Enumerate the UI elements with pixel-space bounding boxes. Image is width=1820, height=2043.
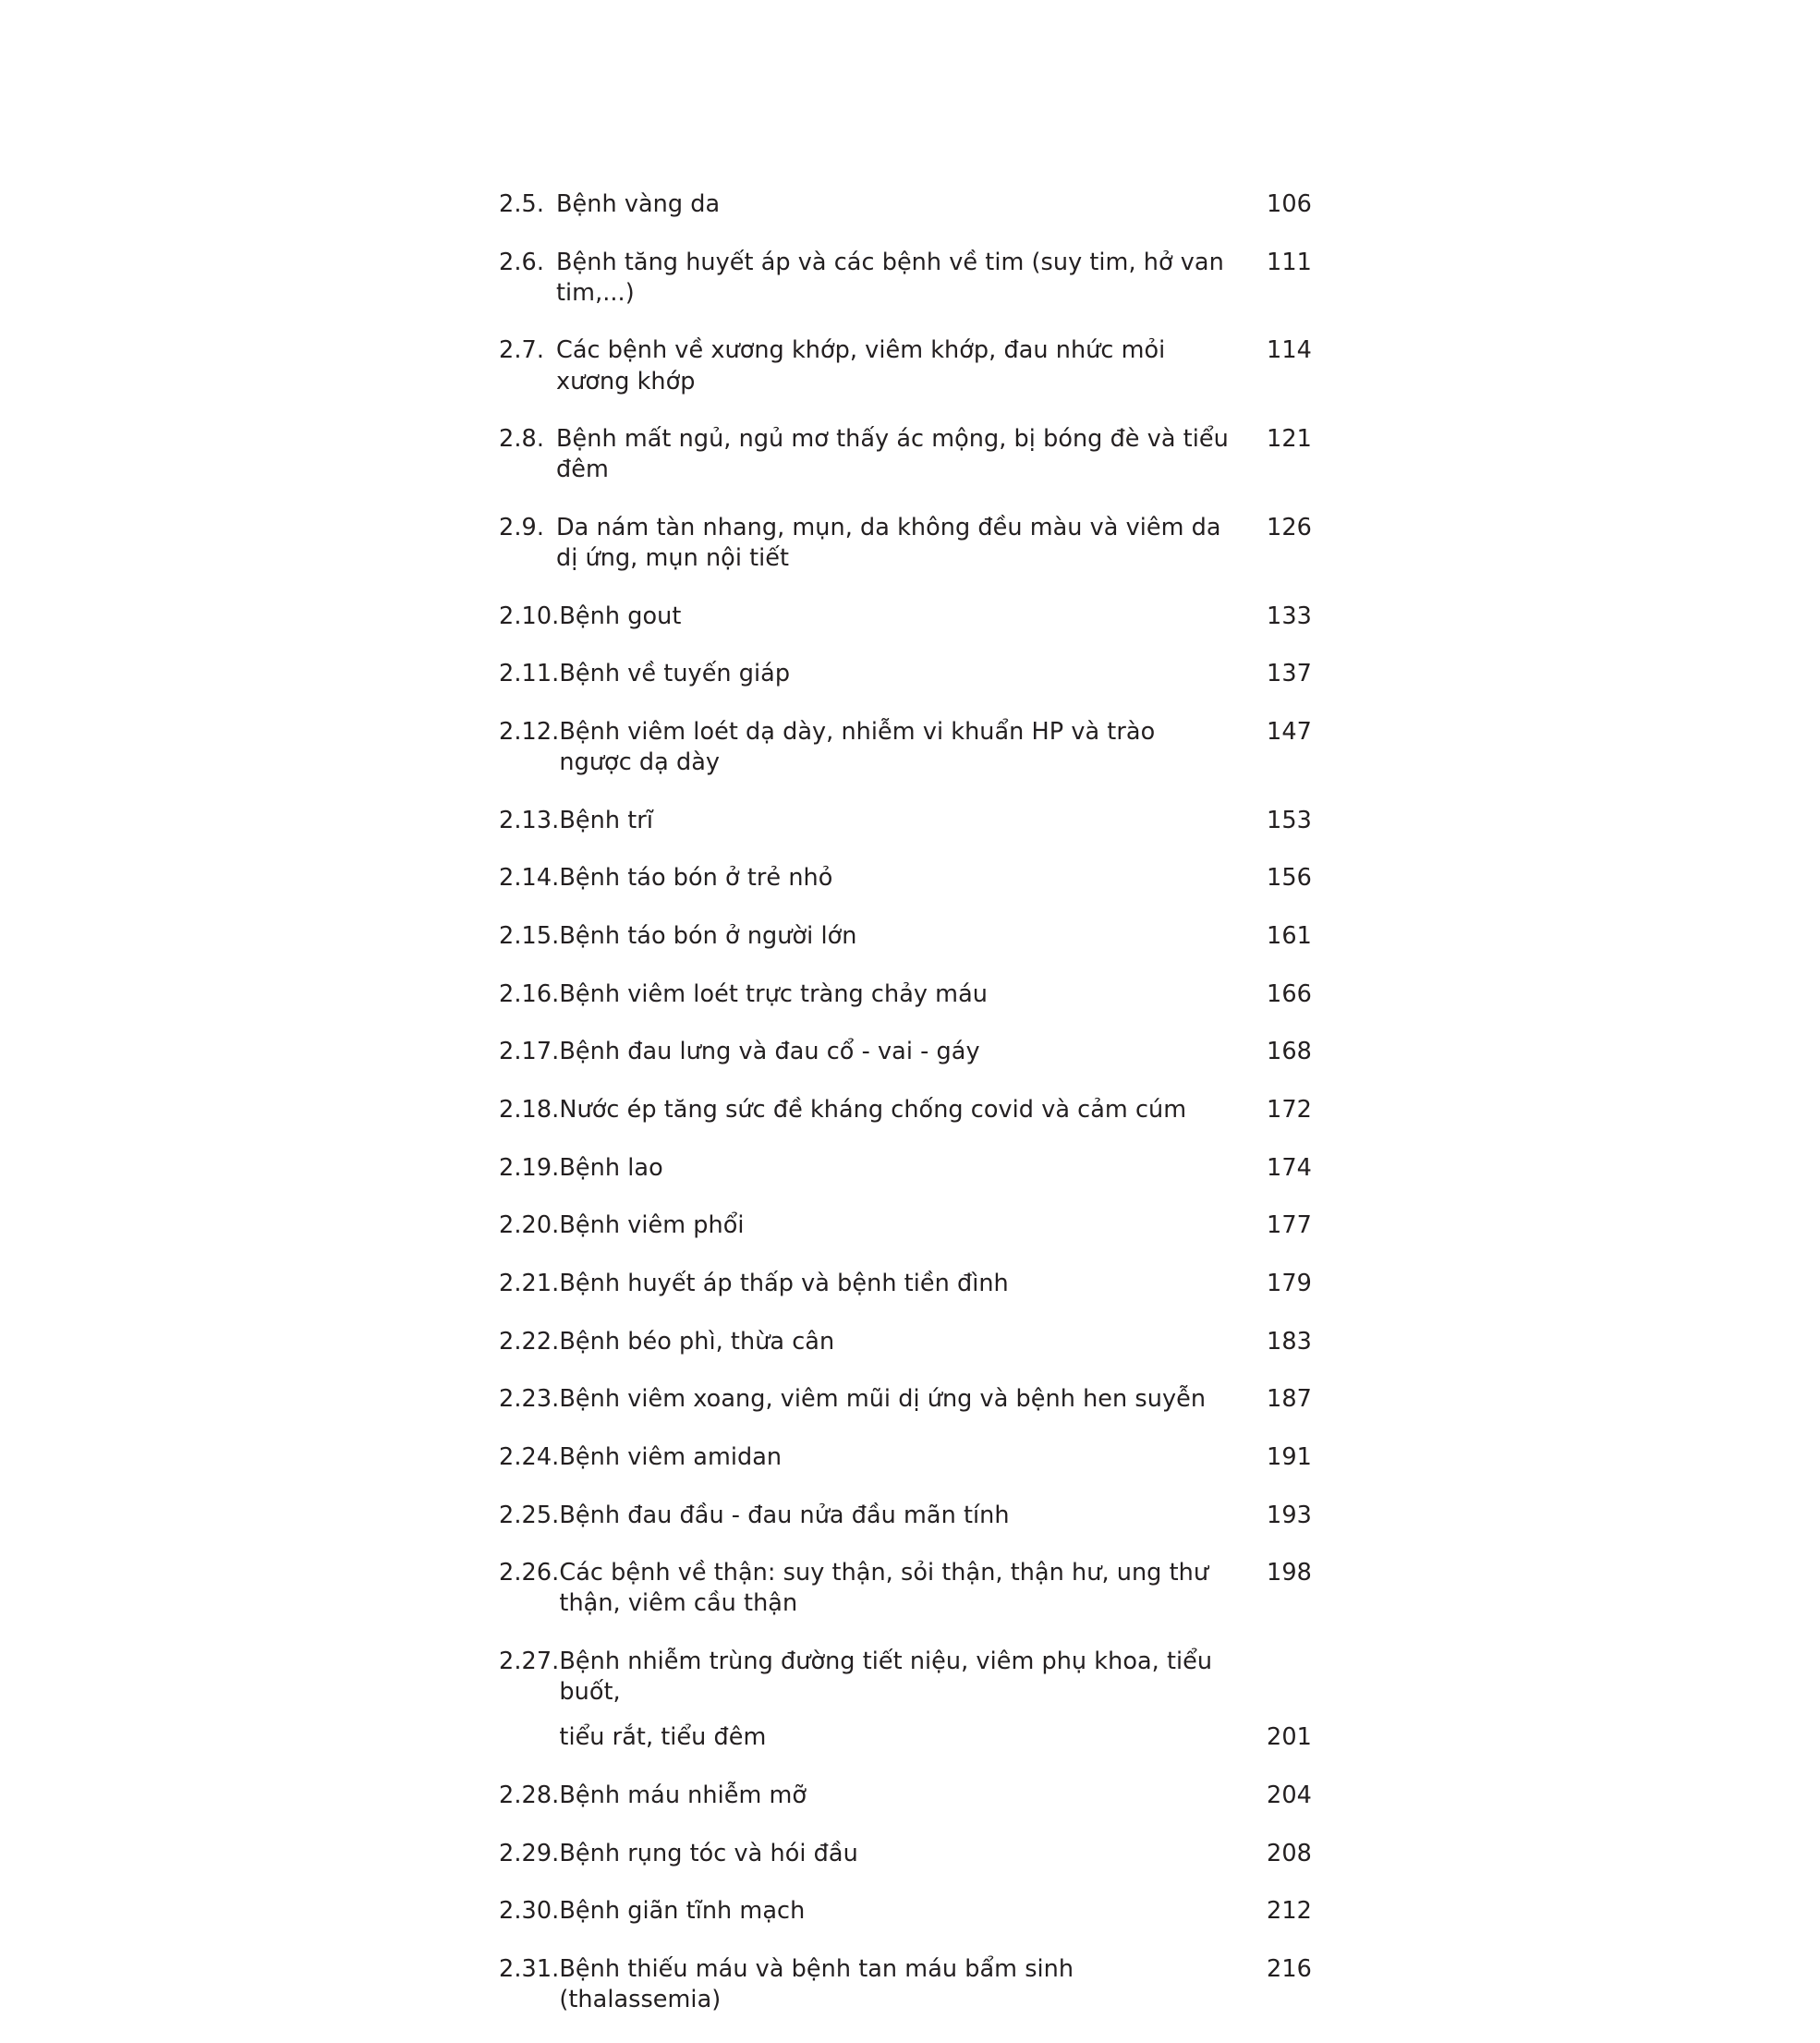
toc-entry[interactable] [499,1442,1312,1473]
toc-entry[interactable] [499,806,1312,836]
toc-entry[interactable] [499,1954,1312,2015]
toc-entry[interactable] [499,248,1312,309]
toc-entry-title [559,921,1244,952]
toc-entry[interactable] [499,1501,1312,1531]
toc-entry-page-number: 137 [1267,660,1312,688]
toc-entry-title-line1: Bệnh đau đầu - đau nửa đầu mãn tính [559,1501,1010,1529]
toc-entry-title-line1: Bệnh táo bón ở trẻ nhỏ [559,864,833,893]
toc-entry-page-number: 153 [1267,806,1312,834]
toc-entry-page-number: 147 [1267,718,1312,747]
toc-entry-number: 2.25. [499,1501,560,1529]
toc-entry-number: 2.11. [499,660,560,688]
toc-entry-number: 2.18. [499,1096,560,1125]
toc-entry-title-line1: Các bệnh về thận: suy thận, sỏi thận, thận hư, ung thư thận, viêm cầu thận [559,1559,1209,1618]
toc-entry-page-number: 111 [1267,248,1312,276]
toc-entry-title [556,248,1244,309]
toc-entry-title-line1: Bệnh nhiễm trùng đường tiết niệu, viêm phụ khoa, tiểu buốt, [559,1647,1213,1707]
toc-entry-title [556,335,1244,396]
toc-entry-number: 2.16. [499,979,560,1008]
toc-entry-title-line1: Bệnh huyết áp thấp và bệnh tiền đình [559,1269,1009,1297]
toc-entry[interactable] [499,189,1312,220]
toc-entry-title-line1: Bệnh béo phì, thừa cân [559,1327,835,1356]
toc-entry[interactable] [499,1153,1312,1184]
toc-entry-title-line2: tiểu rắt, tiểu đêm [559,1723,767,1752]
toc-entry-title [559,1781,1244,1811]
toc-entry-page-number: 156 [1267,864,1312,893]
toc-entry[interactable] [499,513,1312,574]
toc-entry-page-number: 166 [1267,979,1312,1008]
toc-entry-page-number: 216 [1267,1954,1312,1983]
toc-entry-title-line1: Bệnh giãn tĩnh mạch [559,1897,806,1926]
toc-entry-title-line1: Nước ép tăng sức đề kháng chống covid và cảm cúm [559,1096,1187,1125]
toc-entry-page-number: 168 [1267,1038,1312,1066]
toc-entry-page-number: 174 [1267,1153,1312,1182]
toc-entry-number: 2.26. [499,1559,560,1587]
toc-entry-title [559,1558,1244,1619]
toc-entry-page-number: 179 [1267,1269,1312,1297]
toc-entry-page-number: 183 [1267,1327,1312,1356]
toc-entry-title [559,1896,1244,1927]
toc-entry-title [559,1095,1244,1125]
toc-entry-title-line1: Bệnh viêm amidan [559,1442,783,1471]
toc-entry-number: 2.27. [499,1647,560,1675]
toc-entry-page-number: 133 [1267,602,1312,630]
toc-entry[interactable] [499,1839,1312,1869]
toc-entry[interactable] [499,1384,1312,1415]
toc-entry-number: 2.20. [499,1211,560,1240]
toc-entry-title [559,1839,1244,1869]
toc-entry-number: 2.6. [499,248,545,276]
toc-entry[interactable] [499,1558,1312,1619]
toc-entry-title [559,1037,1244,1067]
toc-entry-title-line1: Bệnh tăng huyết áp và các bệnh về tim (suy tim, hở van tim,...) [556,248,1224,307]
toc-entry-title [559,659,1244,689]
toc-entry-page-number: 126 [1267,513,1312,541]
toc-entry-title [559,602,1244,632]
toc-entry-number: 2.17. [499,1038,560,1066]
toc-entry-number: 2.8. [499,425,545,454]
toc-entry-title [556,424,1244,485]
toc-entry[interactable] [499,979,1312,1010]
toc-entry-page-number: 198 [1267,1559,1312,1587]
toc-entry-number: 2.21. [499,1269,560,1297]
toc-entry-title-line1: Bệnh máu nhiễm mỡ [559,1781,807,1809]
toc-entry-title-line1: Bệnh viêm loét trực tràng chảy máu [559,979,988,1008]
toc-entry-number: 2.15. [499,922,560,951]
toc-entry-page-number: 106 [1267,190,1312,218]
toc-entry-title [559,1384,1244,1415]
toc-entry-title [559,1954,1244,2015]
toc-entry-title [556,513,1244,574]
toc-entry-page-number: 201 [1267,1723,1312,1752]
toc-entry-page-number: 204 [1267,1781,1312,1809]
toc-entry-title-line1: Bệnh vàng da [556,190,721,218]
toc-entry-page-number: 114 [1267,336,1312,365]
toc-entry[interactable] [499,1095,1312,1125]
toc-entry-title-line1: Các bệnh về xương khớp, viêm khớp, đau nhức mỏi xương khớp [556,336,1166,395]
toc-entry-page-number: 172 [1267,1096,1312,1125]
toc-entry-page-number: 177 [1267,1211,1312,1240]
toc-entry-number: 2.30. [499,1897,560,1926]
toc-entry[interactable] [499,602,1312,632]
toc-entry-number: 2.29. [499,1839,560,1867]
toc-entry-number: 2.14. [499,864,560,893]
toc-entry-title-line1: Bệnh lao [559,1153,663,1182]
toc-entry-page-number: 193 [1267,1501,1312,1529]
toc-entry-title-line1: Bệnh viêm loét dạ dày, nhiễm vi khuẩn HP và trào ngược dạ dày [559,718,1156,777]
toc-entry-title-line1: Bệnh rụng tóc và hói đầu [559,1839,858,1867]
toc-entry-title [559,1647,1244,1753]
toc-entry-title [559,1327,1244,1357]
toc-entry-title [559,979,1244,1010]
toc-entry-title [559,863,1244,894]
toc-entry[interactable] [499,1037,1312,1067]
toc-entry-title-line1: Bệnh về tuyến giáp [559,660,791,688]
toc-entry-number: 2.9. [499,513,545,541]
toc-entry[interactable] [499,1781,1312,1811]
toc-entry-title-line1: Bệnh trĩ [559,806,653,834]
toc-entry-title [559,1501,1244,1531]
toc-entry-number: 2.5. [499,190,545,218]
toc-entry-title [559,1442,1244,1473]
toc-entry-title-line1: Da nám tàn nhang, mụn, da không đều màu và viêm da dị ứng, mụn nội tiết [556,513,1221,573]
toc-entry-page-number: 191 [1267,1442,1312,1471]
toc-entry-title-line1: Bệnh mất ngủ, ngủ mơ thấy ác mộng, bị bóng đè và tiểu đêm [556,425,1229,484]
toc-entry-number: 2.28. [499,1781,560,1809]
toc-entry-number: 2.7. [499,336,545,365]
toc-entry-number: 2.13. [499,806,560,834]
toc-entry-title-line1: Bệnh viêm xoang, viêm mũi dị ứng và bệnh hen suyễn [559,1385,1207,1414]
toc-entry-page-number: 161 [1267,922,1312,951]
toc-entry-page-number: 187 [1267,1385,1312,1414]
toc-entry[interactable] [499,335,1312,396]
toc-entry-page-number: 208 [1267,1839,1312,1867]
toc-entry[interactable] [499,863,1312,894]
toc-entry-title [559,717,1244,778]
toc-entry-number: 2.10. [499,602,560,630]
toc-entry-title-line1: Bệnh đau lưng và đau cổ - vai - gáy [559,1038,980,1066]
toc-entry-title-line1: Bệnh viêm phổi [559,1211,745,1240]
toc-entry-number: 2.31. [499,1954,560,1983]
table-of-contents [499,189,1312,2043]
toc-entry-page-number: 121 [1267,425,1312,454]
toc-entry[interactable] [499,1210,1312,1241]
toc-entry-title [559,1210,1244,1241]
toc-entry-number: 2.19. [499,1153,560,1182]
toc-entry-title [559,1153,1244,1184]
toc-entry-title [559,806,1244,836]
toc-entry-page-number: 212 [1267,1897,1312,1926]
toc-entry[interactable] [499,717,1312,778]
toc-entry-title [559,1269,1244,1299]
toc-entry-title-line1: Bệnh gout [559,602,682,630]
toc-entry-number: 2.23. [499,1385,560,1414]
toc-entry-number: 2.22. [499,1327,560,1356]
toc-entry-title [556,189,1244,220]
toc-entry[interactable] [499,424,1312,485]
toc-entry-title-line1: Bệnh thiếu máu và bệnh tan máu bẩm sinh (thalassemia) [559,1954,1074,2013]
toc-entry-title-line1: Bệnh táo bón ở người lớn [559,922,857,951]
toc-entry-number: 2.12. [499,718,560,747]
toc-entry[interactable] [499,1647,1312,1753]
toc-entry[interactable] [499,1896,1312,1927]
toc-entry-number: 2.24. [499,1442,560,1471]
toc-entry[interactable] [499,921,1312,952]
toc-entry[interactable] [499,1327,1312,1357]
toc-entry[interactable] [499,659,1312,689]
toc-entry[interactable] [499,1269,1312,1299]
